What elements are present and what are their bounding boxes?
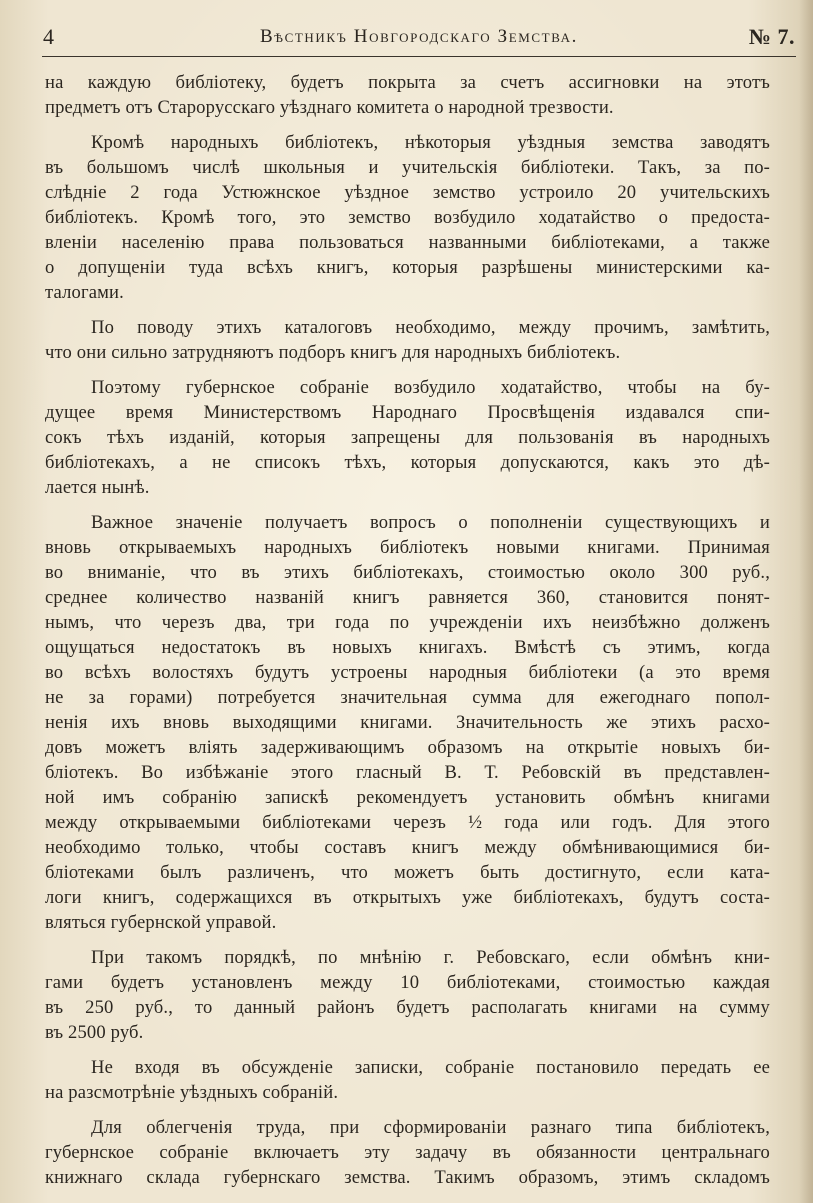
- text-line: Поэтому губернское собраніе возбудило ходатайство, чтобы на бу-: [91, 377, 770, 398]
- paragraph: [45, 375, 770, 500]
- text-line: на каждую библіотеку, будетъ покрыта за счетъ ассигновки на этотъ: [45, 72, 770, 93]
- issue-number: № 7.: [748, 24, 795, 49]
- text-line: во всѣхъ волостяхъ будутъ устроены народныя библіотеки (а это время: [45, 662, 770, 683]
- text-line: сокъ тѣхъ изданій, которыя запрещены для пользованія въ народныхъ: [45, 427, 770, 448]
- text-line: во вниманіе, что въ этихъ библіотекахъ, стоимостью около 300 руб.,: [45, 562, 770, 583]
- text-line: необходимо только, чтобы составъ книгъ между обмѣнивающимися би-: [45, 837, 770, 858]
- text-line: книжнаго склада губернскаго земства. Такимъ образомъ, этимъ складомъ: [45, 1167, 770, 1188]
- paragraph-gap: [45, 120, 770, 130]
- paragraph: [45, 1115, 770, 1190]
- paragraph: [45, 70, 770, 120]
- page-edge-shadow: [799, 0, 813, 1203]
- text-line: нымъ, что черезъ два, три года по учрежденіи ихъ неизбѣжно долженъ: [45, 612, 770, 633]
- page-number: 4: [43, 24, 55, 49]
- text-line: вляться губернской управой.: [45, 912, 277, 933]
- text-line: губернское собраніе включаетъ эту задачу въ обязанности центральнаго: [45, 1142, 770, 1163]
- paragraph-gap: [45, 500, 770, 510]
- paragraph: [45, 510, 770, 935]
- text-line: Важное значеніе получаетъ вопросъ о пополненіи существующихъ и: [91, 512, 770, 533]
- text-line: среднее количество названій книгъ равняется 360, становится понят-: [45, 587, 770, 608]
- text-line: библіотекъ. Кромѣ того, это земство возбудило ходатайство о предоста-: [45, 207, 770, 228]
- text-line: лается нынѣ.: [45, 477, 150, 498]
- text-line: Кромѣ народныхъ библіотекъ, нѣкоторыя уѣздныя земства заводятъ: [91, 132, 770, 153]
- text-line: По поводу этихъ каталоговъ необходимо, между прочимъ, замѣтить,: [91, 317, 770, 338]
- text-line: что они сильно затрудняютъ подборъ книгъ для народныхъ библіотекъ.: [45, 342, 621, 363]
- paragraph: [45, 130, 770, 305]
- text-line: При такомъ порядкѣ, по мнѣнію г. Ребовскаго, если обмѣнъ кни-: [91, 947, 770, 968]
- text-line: слѣдніе 2 года Устюжнское уѣздное земство устроило 20 учительскихъ: [45, 182, 770, 203]
- paragraph-gap: [45, 365, 770, 375]
- text-line: въ 250 руб., то данный районъ будетъ располагать книгами на сумму: [45, 997, 770, 1018]
- text-line: ной имъ собранію запискѣ рекомендуетъ установить обмѣнъ книгами: [45, 787, 770, 808]
- text-line: логи книгъ, содержащихся въ открытыхъ уже библіотекахъ, будутъ соста-: [45, 887, 770, 908]
- text-line: бліотекъ. Во избѣжаніе этого гласный В. Т. Ребовскій въ представлен-: [45, 762, 770, 783]
- text-line: дущее время Министерствомъ Народнаго Просвѣщенія издавался спи-: [45, 402, 770, 423]
- text-line: о допущеніи туда всѣхъ книгъ, которыя разрѣшены министерскими ка-: [45, 257, 770, 278]
- text-line: бліотеками былъ различенъ, что можетъ быть достигнуто, если ката-: [45, 862, 770, 883]
- text-line: не за горами) потребуется значительная сумма для ежегоднаго попол-: [45, 687, 770, 708]
- text-line: талогами.: [45, 282, 124, 303]
- text-line: на разсмотрѣніе уѣздныхъ собраній.: [45, 1082, 339, 1103]
- text-line: Для облегченія труда, при сформированіи разнаго типа библіотекъ,: [91, 1117, 770, 1138]
- text-line: ненія ихъ вновь выходящими книгами. Значительность же этихъ расхо-: [45, 712, 770, 733]
- paragraph-gap: [45, 1105, 770, 1115]
- text-line: въ 2500 руб.: [45, 1022, 144, 1043]
- paragraph: [45, 1055, 770, 1105]
- paragraph-gap: [45, 1045, 770, 1055]
- text-line: вленіи населенію права пользоваться названными библіотеками, а также: [45, 232, 770, 253]
- text-line: довъ можетъ вліять задерживающимъ образомъ на открытіе новыхъ би-: [45, 737, 770, 758]
- text-line: ощущаться недостатокъ въ новыхъ книгахъ. Вмѣстѣ съ этимъ, когда: [45, 637, 770, 658]
- text-line: Не входя въ обсужденіе записки, собраніе постановило передать ее: [91, 1057, 770, 1078]
- paragraph: [45, 315, 770, 365]
- paragraph-gap: [45, 305, 770, 315]
- text-line: въ большомъ числѣ школьныя и учительскія библіотеки. Такъ, за по-: [45, 157, 770, 178]
- paragraph-gap: [45, 935, 770, 945]
- journal-title: Вѣстникъ Новгородскаго Земства.: [259, 26, 579, 47]
- article-body: [45, 70, 770, 1190]
- text-line: вновь открываемыхъ народныхъ библіотекъ новыми книгами. Принимая: [45, 537, 770, 558]
- text-line: между открываемыми библіотеками черезъ ½ года или годъ. Для этого: [45, 812, 770, 833]
- text-line: предметъ отъ Старорусскаго уѣзднаго комитета о народной трезвости.: [45, 97, 614, 118]
- header-divider: [42, 56, 796, 57]
- paragraph: [45, 945, 770, 1045]
- text-line: гами будетъ установленъ между 10 библіотеками, стоимостью каждая: [45, 972, 770, 993]
- running-header: [43, 20, 795, 52]
- text-line: библіотекахъ, а не списокъ тѣхъ, которыя допускаются, какъ это дѣ-: [45, 452, 770, 473]
